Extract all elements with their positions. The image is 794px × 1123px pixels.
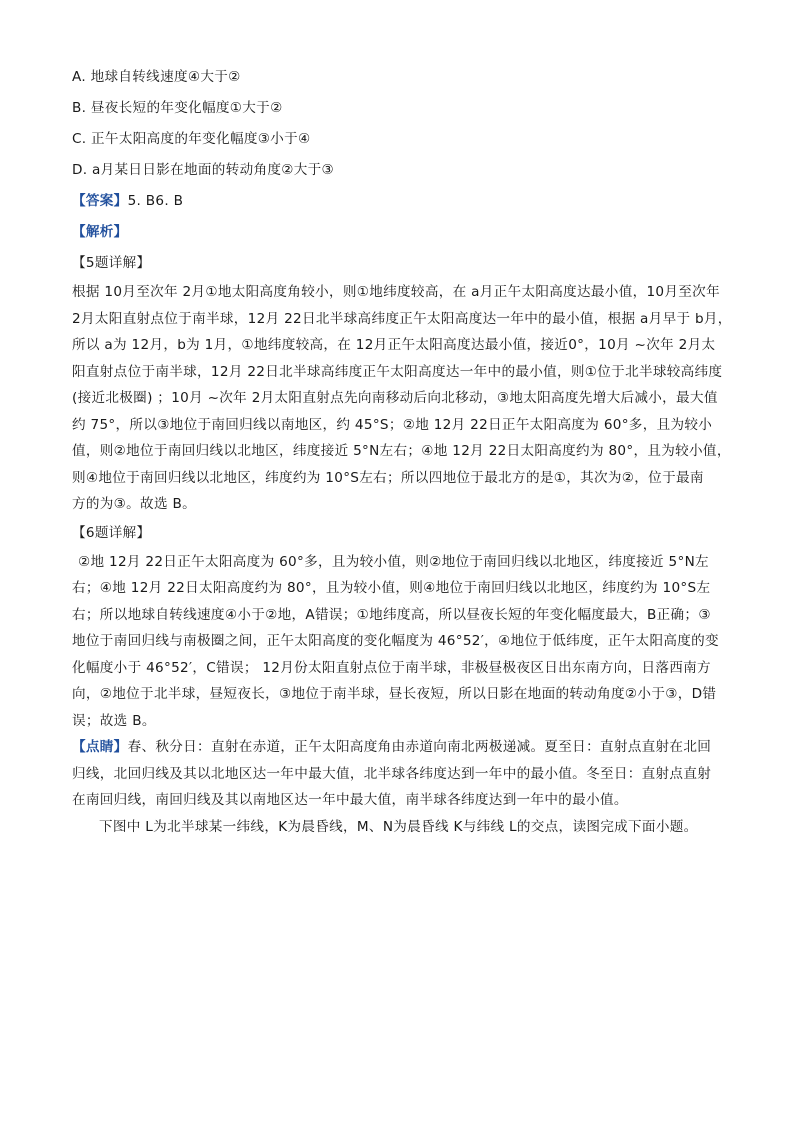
q5-line-1: 根据 10月至次年 2月①地太阳高度角较小，则①地纬度较高，在 a月正午太阳高度达最小值，10月至次年 <box>72 284 720 300</box>
option-d: D. a月某日日影在地面的转动角度②大于③ <box>72 162 335 178</box>
q5-line-9: 方的为③。故选 B。 <box>72 496 196 512</box>
q6-line-2: 右；④地 12月 22日太阳高度约为 80°，且为较小值，则④地位于南回归线以北地区，纬度约为 10°S左 <box>72 580 711 596</box>
q6-heading: 【6题详解】 <box>72 524 151 541</box>
q5-line-5: (接近北极圈) ；10月 ~次年 2月太阳直射点先向南移动后向北移动，③地太阳高度先增大后减小，最大值 <box>72 390 718 406</box>
document-page <box>72 62 732 840</box>
q5-line-6: 约 75°，所以③地位于南回归线以南地区，约 45°S；②地 12月 22日正午太阳高度为 60°多，且为较小 <box>72 416 713 433</box>
analysis-tag: 【解析】 <box>72 224 128 240</box>
q5-line-8: 则④地位于南回归线以北地区，纬度约为 10°S左右；所以四地位于最北方的是①，其次为②，位于最南 <box>72 469 704 486</box>
q6-line-3: 右；所以地球自转线速度④小于②地，A错误；①地纬度高，所以昼夜长短的年变化幅度最大，B正确；③ <box>72 606 711 623</box>
next-question-intro: 下图中 L为北半球某一纬线，K为晨昏线，M、N为晨昏线 K与纬线 L的交点，读图完成下面小题。 <box>99 818 698 835</box>
analysis-line <box>72 217 722 248</box>
q5-line-2: 2月太阳直射点位于南半球，12月 22日北半球高纬度正午太阳高度达一年中的最小值，根据 a月早于 b月， <box>72 310 732 327</box>
q6-line-5: 化幅度小于 46°52′，C错误； 12月份太阳直射点位于南半球，非极昼极夜区日出东南方向，日落西南方 <box>72 659 711 676</box>
answer-line <box>72 186 722 217</box>
q5-line-4: 阳直射点位于南半球，12月 22日北半球高纬度正午太阳高度达一年中的最小值，则①位于北半球较高纬度 <box>72 363 723 380</box>
answer-tag: 【答案】 <box>72 193 128 209</box>
option-b: B. 昼夜长短的年变化幅度①大于② <box>72 100 283 116</box>
tip-text-1: 春、秋分日：直射在赤道，正午太阳高度角由赤道向南北两极递减。夏至日：直射点直射在北回 <box>127 739 712 755</box>
q6-line-7: 误；故选 B。 <box>72 712 156 729</box>
answer-text: 5. B6. B <box>127 193 184 209</box>
q5-heading: 【5题详解】 <box>72 255 151 271</box>
option-c: C. 正午太阳高度的年变化幅度③小于④ <box>72 131 311 147</box>
q5-line-7: 值，则②地位于南回归线以北地区，纬度接近 5°N左右；④地 12月 22日太阳高度约为 80°，且为较小值， <box>72 443 731 459</box>
q6-line-6: 向，②地位于北半球，昼短夜长，③地位于南半球，昼长夜短，所以日影在地面的转动角度②小于③，D错 <box>72 686 717 702</box>
tip-line-3: 在南回归线，南回归线及其以南地区达一年中最大值，南半球各纬度达到一年中的最小值。 <box>72 792 628 808</box>
q6-line-4: 地位于南回归线与南极圈之间，正午太阳高度的变化幅度为 46°52′，④地位于低纬度，正午太阳高度的变 <box>72 633 719 649</box>
tip-tag: 【点睛】 <box>72 739 128 755</box>
tip-line-2: 归线，北回归线及其以北地区达一年中最大值，北半球各纬度达到一年中的最小值。冬至日：直射点直射 <box>72 765 712 782</box>
tip-line-1 <box>72 734 722 761</box>
q6-line-1: ②地 12月 22日正午太阳高度为 60°多，且为较小值，则②地位于南回归线以北地区，纬度接近 5°N左 <box>78 553 709 570</box>
q5-line-3: 所以 a为 12月，b为 1月，①地纬度较高，在 12月正午太阳高度达最小值，接近0°，10月 ~次年 2月太 <box>72 337 716 353</box>
option-a: A. 地球自转线速度④大于② <box>72 69 241 85</box>
